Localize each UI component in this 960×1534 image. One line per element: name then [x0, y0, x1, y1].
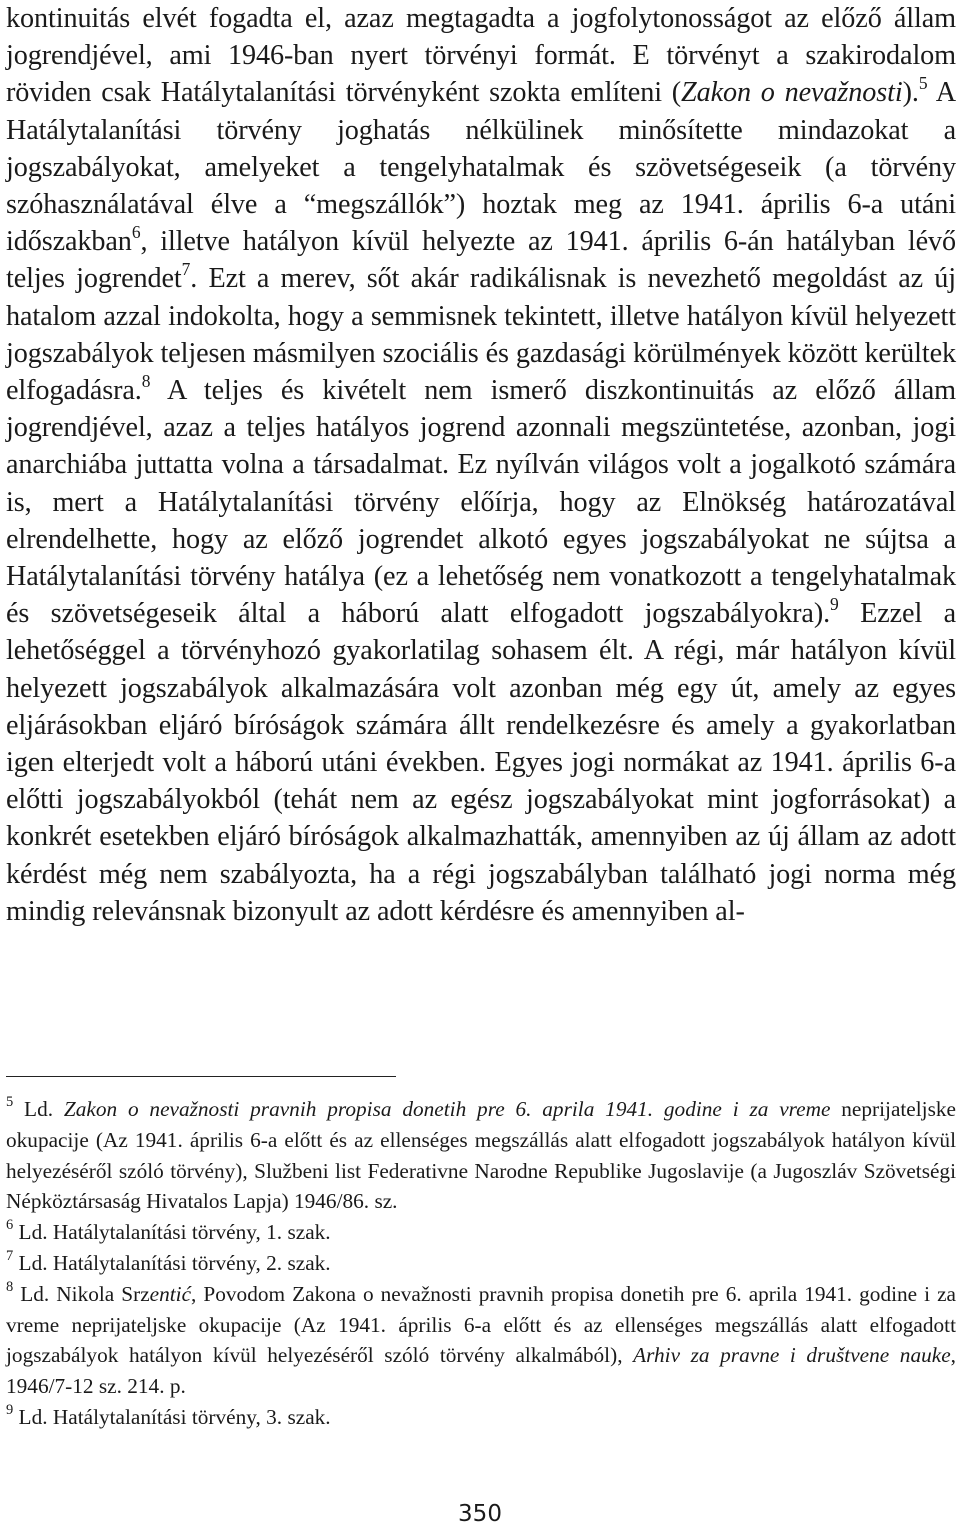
text-run: A teljes és kivételt nem ismerő diszkontinuitás az előző állam jogrendjével, azaz a teljes hatályos jogrend azonnali megszüntetése, azonban, jogi anarchiába juttatta volna a társadalmat. Ez nyílván világos volt a jogalkotó számára is, mert a Hatálytalanítási törvény előírja, hogy az Elnökség határozatával elrendelhette, hogy az előző jogrendet alkotó egyes jogszabályokat ne sújtsa a Hatálytalanítási törvény hatálya (ez a lehetőség nem vonatkozott a tengelyhatalmak és szövetségeseik által a háború alatt elfogadott jogszabályokra).	[6, 375, 956, 630]
page-number: 350	[458, 1501, 502, 1527]
law-short-title: Zakon o nevažnosti	[681, 77, 903, 109]
text-run: Ezzel a lehetőséggel a törvényhozó gyakorlatilag sohasem élt. A régi, már hatályon kívül helyezett jogszabályok alkalmazására volt azonban még egy út, amely az egyes eljárásokban eljáró bíróságok számára állt rendelkezésre és amely a gyakorlatban igen elterjedt volt a háború utáni években. Egyes jogi normákat az 1941. április 6-a előtti jogszabályokból (tehát nem az egész jogszabályokat mint jogforrásokat) a konkrét esetekben eljáró bíróságok alkalmazhatták, amennyiben az új állam az adott kérdést még nem szabályozta, ha a régi jogszabályban található jogi norma még mindig relevánsnak bizonyult az adott kérdésre és amennyiben al-	[6, 598, 956, 927]
footnote-number: 6	[6, 1216, 14, 1233]
text-run: ).	[902, 77, 919, 109]
footnote-number: 7	[6, 1247, 14, 1264]
footnote-ref-9[interactable]: 9	[830, 594, 839, 615]
footnote-6	[6, 1217, 956, 1248]
footnote-text: , 1946/7-12 sz. 214. p.	[6, 1343, 956, 1399]
footnote-text: neprijateljske okupacije (Az 1941. április 6-a előtt és az ellenséges megszállás alatt elfogadott jogszabályok hatályon kívül helyezéséről szóló törvény), Službeni list Federativne Narodne Republike Jugoslavije (a Jugoszláv Szövetségi Népköztársaság Hivatalos Lapja) 1946/86. sz.	[6, 1097, 956, 1214]
text-run: A Hatálytalanítási törvény joghatás nélkülinek minősítette mindazokat a jogszabályokat, amelyeket a tengelyhatalmak és szövetségeseik (a törvény szóhasználatával élve a “megszállók”) hoztak meg az 1941. április 6-a utáni időszakban	[6, 77, 956, 258]
footnote-8	[6, 1279, 956, 1402]
footnote-author-suffix: entić	[149, 1281, 192, 1306]
text-run: kontinuitás elvét fogadta el, azaz megtagadta a jogfolytonosságot az előző állam jogrendjével, ami 1946-ban nyert törvényi formát. E törvényt a szakirodalom röviden csak Hatálytalanítási törvényként szokta említeni (	[6, 3, 956, 109]
footnote-text: Ld. Hatálytalanítási törvény, 1. szak.	[13, 1220, 331, 1245]
footnote-number: 5	[6, 1093, 14, 1110]
footnote-7	[6, 1248, 956, 1279]
footnote-journal-title: Arhiv za pravne i društvene nauke	[633, 1343, 951, 1368]
footnote-text: Ld.	[13, 1097, 64, 1121]
footnote-separator	[6, 1076, 396, 1077]
body-text	[6, 0, 956, 930]
footnote-ref-8[interactable]: 8	[141, 370, 151, 391]
footnote-number: 8	[6, 1278, 14, 1295]
footnote-ref-6[interactable]: 6	[131, 222, 141, 243]
text-run: , illetve hatályon kívül helyezte az 1941. április 6-án hatályban lévő teljes jogrendet	[6, 226, 956, 295]
footnote-text: , Povodom Zakona o nevažnosti pravnih propisa donetih pre 6. aprila 1941. godine i za vreme neprijateljske okupacije (Az 1941. április 6-a előtt és az ellenséges megszállás alatt elfogadott jogszabályok hatályon kívül helyezéséről szóló törvény alkalmából),	[6, 1281, 956, 1368]
footnote-number: 9	[6, 1401, 14, 1418]
footnotes	[6, 1094, 956, 1433]
footnote-ref-7[interactable]: 7	[181, 259, 191, 280]
footnote-9	[6, 1402, 956, 1433]
text-run: . Ezt a merev, sőt akár radikálisnak is nevezhető megoldást az új hatalom azzal indokolta, hogy a semmisnek tekintett, illetve hatályon kívül helyezett jogszabályok teljesen másmilyen szociális és gazdasági körülmények között kerültek elfogadásra.	[6, 263, 956, 407]
footnote-5	[6, 1094, 956, 1217]
paragraph	[6, 0, 956, 930]
footnote-text: Ld. Hatálytalanítási törvény, 2. szak.	[13, 1250, 331, 1275]
footnote-text: Ld. Hatálytalanítási törvény, 3. szak.	[13, 1404, 331, 1429]
footnote-ref-5[interactable]: 5	[918, 73, 928, 94]
footnote-law-title: Zakon o nevažnosti pravnih propisa donetih pre 6. aprila 1941. godine i za vreme	[63, 1097, 831, 1121]
footnote-text: Ld. Nikola Srz	[13, 1281, 150, 1306]
